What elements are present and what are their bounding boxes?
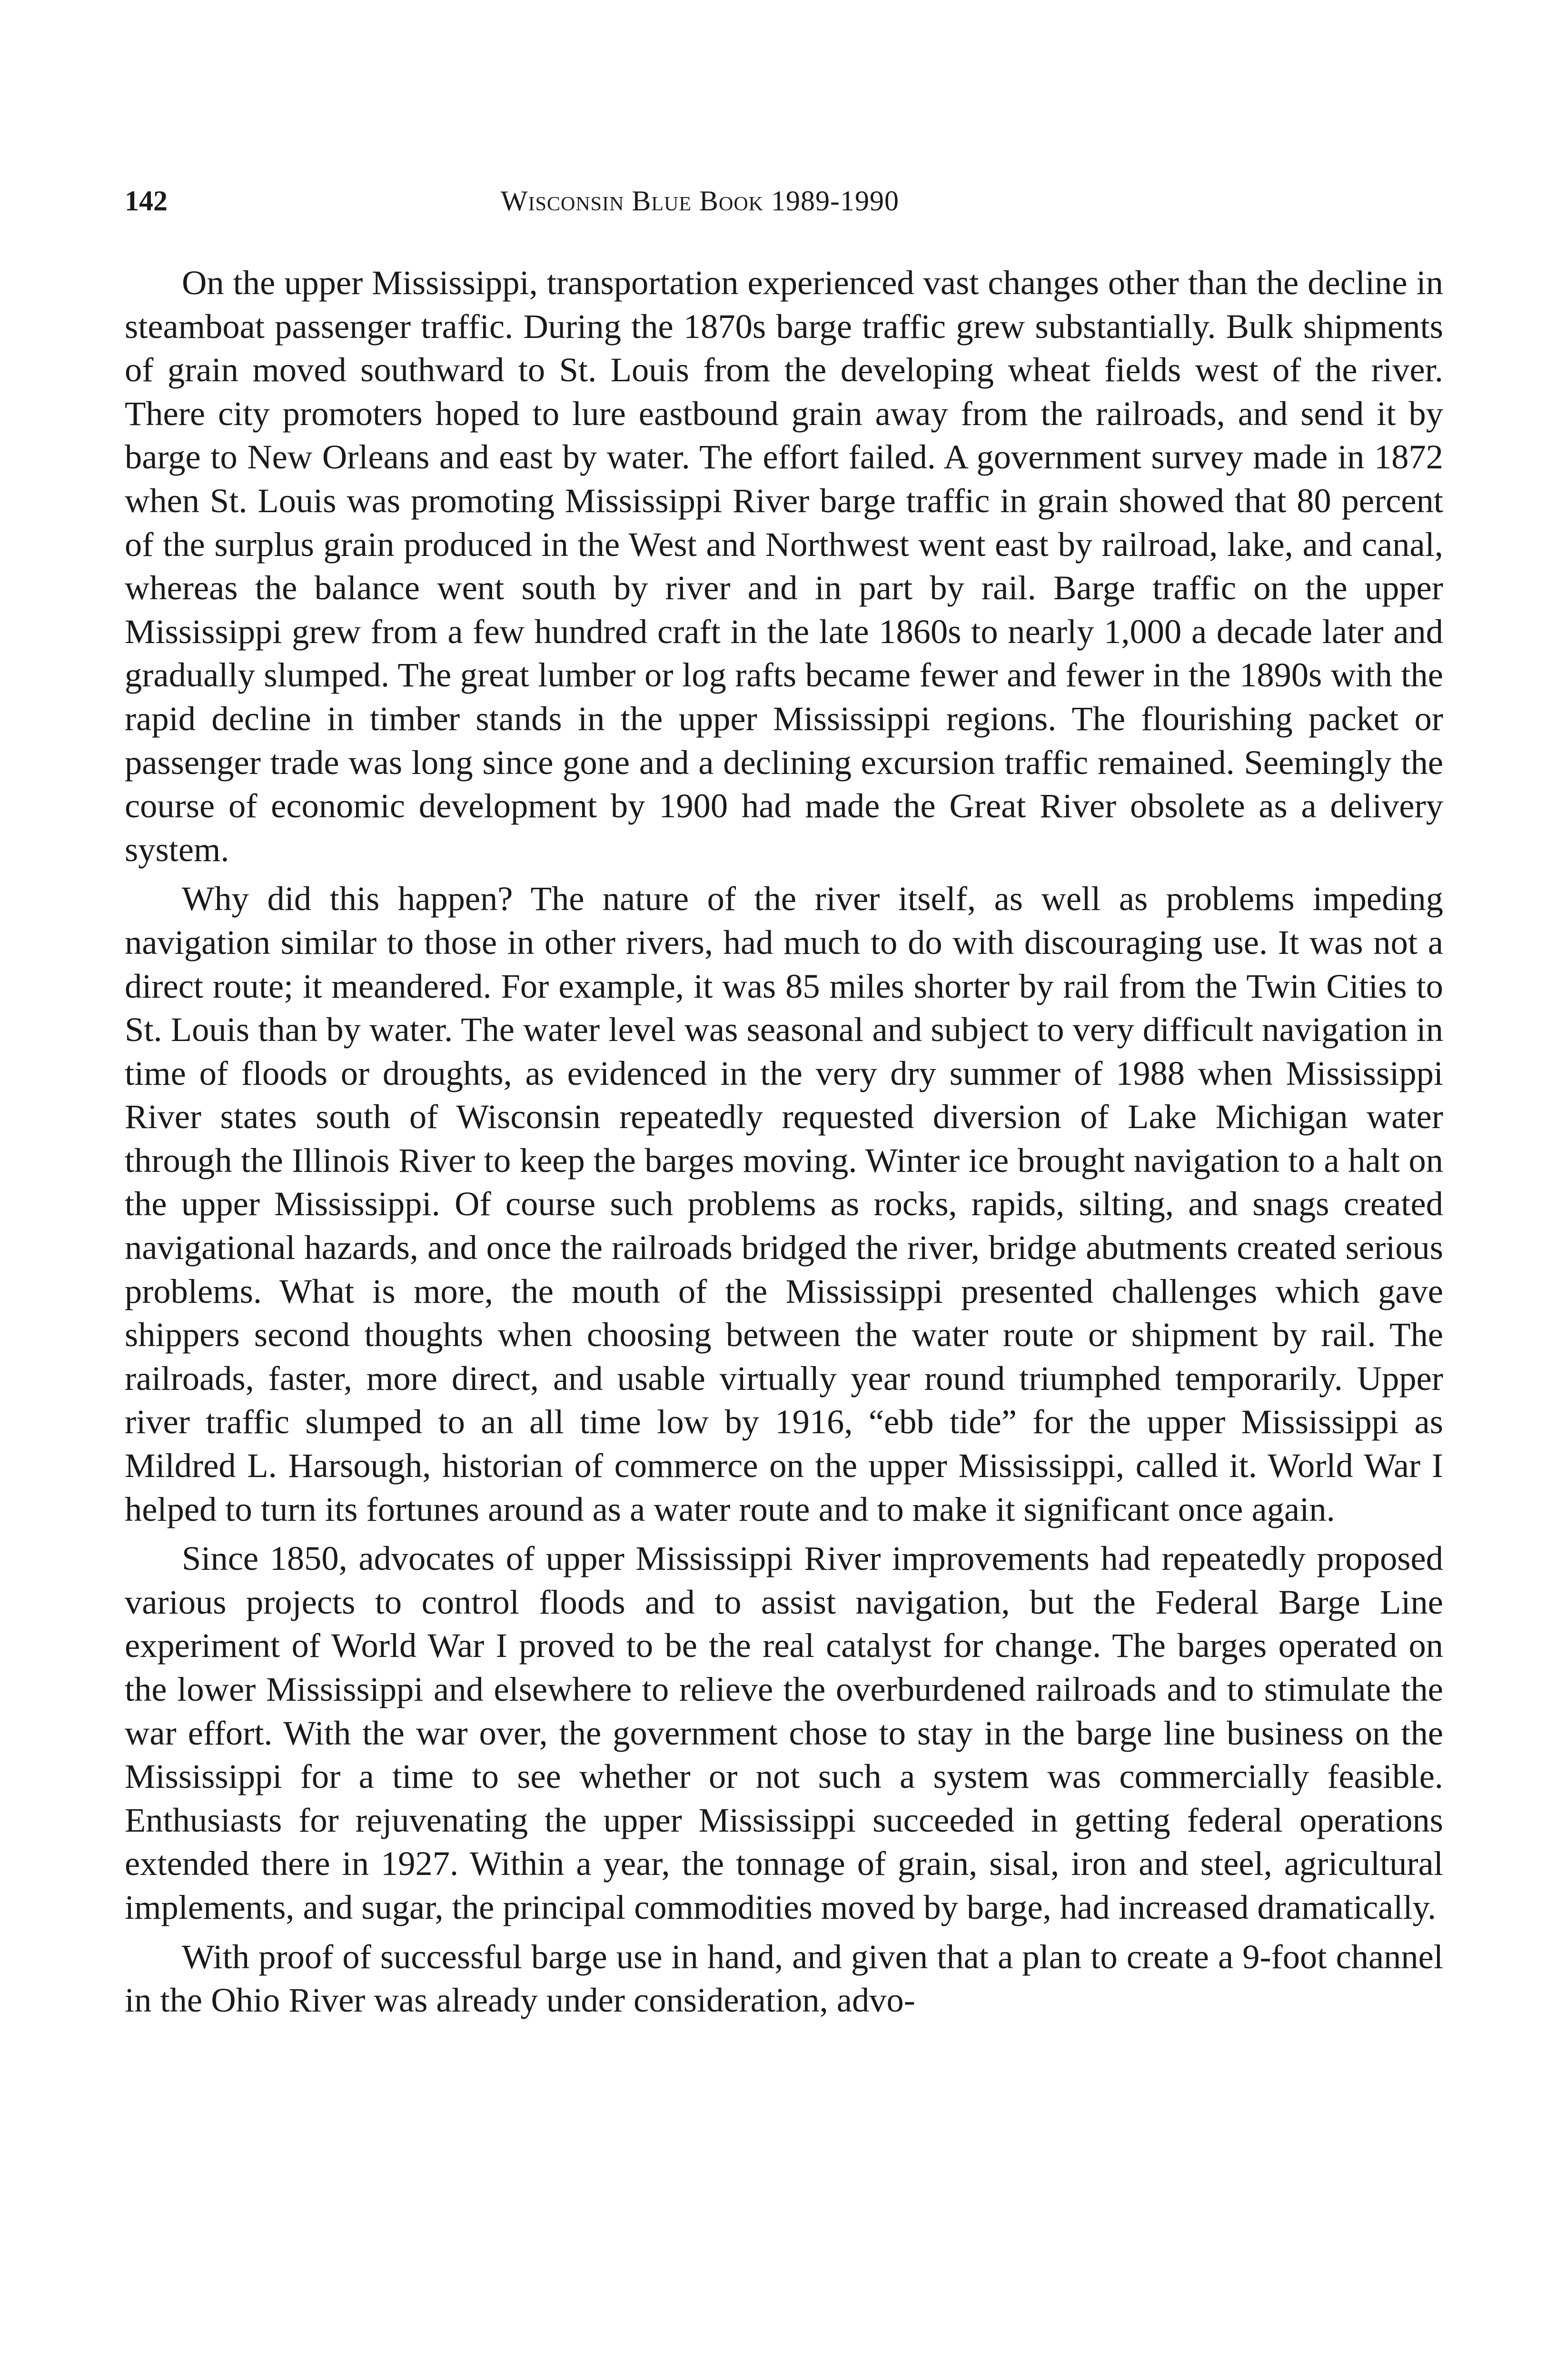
paragraph-2: Why did this happen? The nature of the river itself, as well as problems impeding navigation similar to those in other rivers, had much to do with discouraging use. It was not a direct route; it meandered. For example, it was 85 miles shorter by rail from the Twin Cities to St. Louis than by water. The water level was seasonal and subject to very difficult navigation in time of floods or droughts, as evidenced in the very dry summer of 1988 when Mississippi River states south of Wisconsin repeatedly requested diversion of Lake Michigan water through the Illinois River to keep the barges moving. Winter ice brought navigation to a halt on the upper Mississippi. Of course such problems as rocks, rapids, silting, and snags created navigational hazards, and once the railroads bridged the river, bridge abutments created serious problems. What is more, the mouth of the Mississippi presented challenges which gave shippers second thoughts when choosing between the water route or shipment by rail. The railroads, faster, more direct, and usable virtually year round triumphed temporarily. Upper river traffic slumped to an all time low by 1916, “ebb tide” for the upper Mississippi as Mildred L. Harsough, historian of commerce on the upper Mississippi, called it. World War I helped to turn its fortunes around as a water route and to make it significant once again. <box>125 879 1443 1528</box>
page-number: 142 <box>125 185 168 217</box>
running-header <box>125 181 1443 238</box>
paragraph-4: With proof of successful barge use in hand, and given that a plan to create a 9-foot channel in the Ohio River was already under consideration, advo- <box>125 1937 1443 2020</box>
paragraph-3: Since 1850, advocates of upper Mississippi River improvements had repeatedly proposed various projects to control floods and to assist navigation, but the Federal Barge Line experiment of World War I proved to be the real catalyst for change. The barges operated on the lower Mississippi and elsewhere to relieve the overburdened railroads and to stimulate the war effort. With the war over, the government chose to stay in the barge line business on the Mississippi for a time to see whether or not such a system was commercially feasible. Enthusiasts for rejuvenating the upper Mississippi succeeded in getting federal operations extended there in 1927. Within a year, the tonnage of grain, sisal, iron and steel, agricultural implements, and sugar, the principal commodities moved by barge, had increased dramatically. <box>125 1539 1443 1926</box>
paragraph-1: On the upper Mississippi, transportation experienced vast changes other than the decline in steamboat passenger traffic. During the 1870s barge traffic grew substantially. Bulk shipments of grain moved southward to St. Louis from the developing wheat fields west of the river. There city promoters hoped to lure eastbound grain away from the railroads, and send it by barge to New Orleans and east by water. The effort failed. A government survey made in 1872 when St. Louis was promoting Mississippi River barge traffic in grain showed that 80 percent of the surplus grain produced in the West and Northwest went east by railroad, lake, and canal, whereas the balance went south by river and in part by rail. Barge traffic on the upper Mississippi grew from a few hundred craft in the late 1860s to nearly 1,000 a decade later and gradually slumped. The great lumber or log rafts became fewer and fewer in the 1890s with the rapid decline in timber stands in the upper Mississippi regions. The flourishing packet or passenger trade was long since gone and a declining excursion traffic remained. Seemingly the course of economic development by 1900 had made the Great River obsolete as a delivery system. <box>125 263 1443 869</box>
body-text <box>125 261 1443 2022</box>
document-page <box>125 181 1443 2028</box>
book-title: Wisconsin Blue Book 1989-1990 <box>501 185 899 217</box>
